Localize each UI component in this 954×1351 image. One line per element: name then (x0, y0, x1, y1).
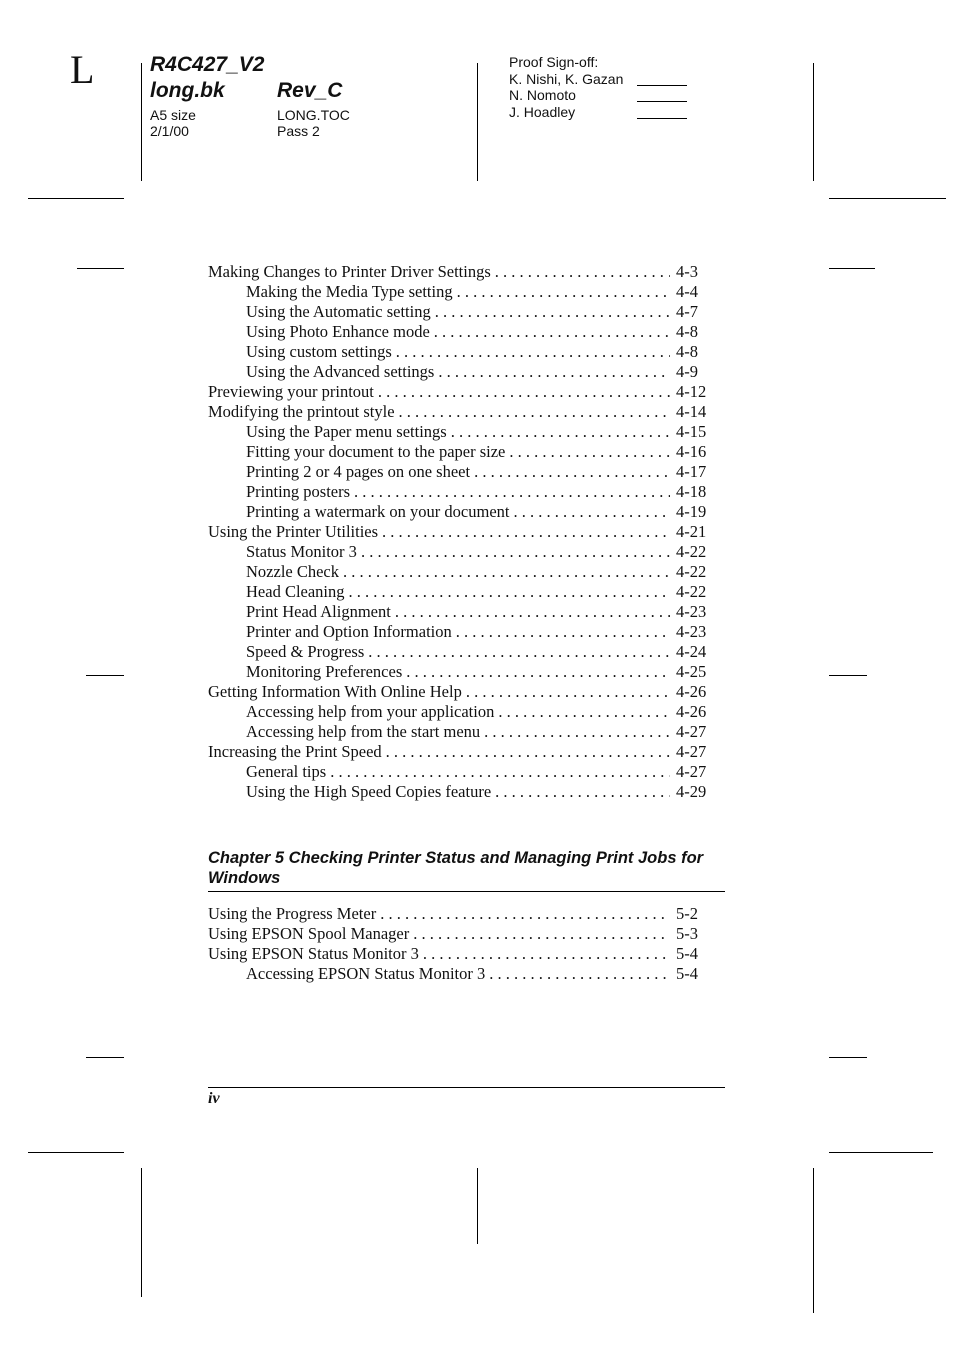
crop-mark (829, 1057, 867, 1058)
toc-entry-page: 4-9 (676, 362, 698, 381)
toc-entry-title: Head Cleaning (246, 582, 345, 601)
toc-entry (208, 904, 708, 924)
toc-leader-dots (438, 362, 670, 382)
toc-entry-title: Modifying the printout style (208, 402, 395, 421)
toc-entry-page: 4-19 (676, 502, 707, 521)
toc-entry (208, 642, 708, 662)
toc-entry-title: Accessing help from the start menu (246, 722, 481, 741)
toc-entry-title: Using the High Speed Copies feature (246, 782, 492, 801)
toc-entry-title: Fitting your document to the paper size (246, 442, 506, 461)
toc-entry (208, 522, 708, 542)
toc-entry-page: 4-22 (676, 542, 707, 561)
toc-entry-page: 4-3 (676, 262, 698, 281)
toc-entry-title: Using Photo Enhance mode (246, 322, 430, 341)
crop-mark (86, 1057, 124, 1058)
toc-leader-dots (368, 642, 670, 662)
toc-entry (208, 402, 708, 422)
toc-entry-title: Accessing EPSON Status Monitor 3 (246, 964, 486, 983)
signoff-line (637, 118, 687, 119)
toc-leader-dots (349, 582, 670, 602)
toc-entry (208, 662, 708, 682)
toc-entry-page: 4-29 (676, 782, 707, 801)
crop-mark (829, 198, 946, 199)
toc-leader-dots (399, 402, 670, 422)
toc-entry-title: Status Monitor 3 (246, 542, 357, 561)
chapter-heading: Chapter 5 Checking Printer Status and Managing Print Jobs for Windows (208, 849, 704, 887)
toc-section (208, 262, 708, 802)
crop-mark (477, 1168, 478, 1244)
toc-entry (208, 602, 708, 622)
toc-leader-dots (395, 602, 670, 622)
date: 2/1/00 (150, 123, 189, 139)
toc-entry (208, 482, 708, 502)
toc-entry (208, 742, 708, 762)
toc-entry-page: 5-4 (676, 964, 698, 983)
toc-entry-page: 4-26 (676, 682, 707, 701)
toc-entry-page: 4-21 (676, 522, 707, 541)
toc-entry-page: 4-4 (676, 282, 698, 301)
toc-leader-dots (498, 702, 670, 722)
toc-entry-title: General tips (246, 762, 327, 781)
toc-entry-page: 4-23 (676, 602, 707, 621)
toc-entry-title: Nozzle Check (246, 562, 339, 581)
toc-entry-page: 4-22 (676, 582, 707, 601)
toc-entry-title: Getting Information With Online Help (208, 682, 462, 701)
toc-entry-title: Using the Progress Meter (208, 904, 377, 923)
crop-mark (813, 63, 814, 181)
toc-entry-title: Printing posters (246, 482, 351, 501)
toc-entry-page: 5-4 (676, 944, 698, 963)
toc-leader-dots (489, 964, 670, 984)
toc-leader-dots (457, 282, 670, 302)
toc-entry-title: Printing a watermark on your document (246, 502, 510, 521)
toc-entry-page: 4-18 (676, 482, 707, 501)
toc-leader-dots (378, 382, 670, 402)
toc-entry-title: Accessing help from your application (246, 702, 495, 721)
toc-entry-title: Using custom settings (246, 342, 392, 361)
toc-entry (208, 782, 708, 802)
page-number: iv (208, 1090, 220, 1107)
toc-leader-dots (413, 924, 670, 944)
toc-entry-title: Using the Paper menu settings (246, 422, 447, 441)
crop-mark (829, 1152, 933, 1153)
toc-leader-dots (466, 682, 670, 702)
toc-entry-title: Using EPSON Status Monitor 3 (208, 944, 419, 963)
toc-leader-dots (509, 442, 670, 462)
crop-mark (477, 63, 478, 181)
toc-entry (208, 622, 708, 642)
crop-mark (28, 1152, 124, 1153)
toc-entry-title: Using the Advanced settings (246, 362, 435, 381)
toc-entry-page: 4-8 (676, 342, 698, 361)
doc-id: R4C427_V2 (150, 53, 265, 76)
toc-entry-title: Increasing the Print Speed (208, 742, 382, 761)
toc-entry (208, 964, 708, 984)
toc-entry-title: Using the Printer Utilities (208, 522, 379, 541)
toc-entry-title: Printing 2 or 4 pages on one sheet (246, 462, 471, 481)
toc-leader-dots (354, 482, 670, 502)
crop-mark (28, 198, 124, 199)
toc-entry (208, 722, 708, 742)
toc-leader-dots (435, 302, 670, 322)
toc-entry-page: 4-7 (676, 302, 698, 321)
toc-entry (208, 322, 708, 342)
crop-mark (829, 268, 875, 269)
toc-entry (208, 462, 708, 482)
toc-entry (208, 682, 708, 702)
footer-rule (208, 1087, 725, 1088)
toc-entry-page: 4-27 (676, 742, 707, 761)
signoff-line (637, 101, 687, 102)
toc-entry (208, 282, 708, 302)
toc-entry (208, 502, 708, 522)
toc-leader-dots (343, 562, 670, 582)
toc-entry-page: 4-16 (676, 442, 707, 461)
toc-entry (208, 562, 708, 582)
toc-entry-title: Print Head Alignment (246, 602, 391, 621)
toc-leader-dots (495, 262, 670, 282)
toc-leader-dots (330, 762, 670, 782)
toc-entry-title: Using the Automatic setting (246, 302, 431, 321)
book-name: long.bk (150, 79, 225, 102)
toc-entry (208, 302, 708, 322)
pass: Pass 2 (277, 123, 320, 139)
toc-leader-dots (380, 904, 670, 924)
crop-mark (141, 1168, 142, 1297)
toc-leader-dots (434, 322, 670, 342)
toc-entry-page: 4-15 (676, 422, 707, 441)
corner-letter: L (70, 47, 95, 92)
crop-mark (86, 675, 124, 676)
toc-entry-title: Making the Media Type setting (246, 282, 453, 301)
toc-entry-title: Making Changes to Printer Driver Settings (208, 262, 491, 281)
signoff-name: N. Nomoto (509, 87, 576, 103)
revision: Rev_C (277, 79, 343, 102)
toc-entry-title: Using EPSON Spool Manager (208, 924, 410, 943)
toc-entry-page: 4-27 (676, 722, 707, 741)
toc-entry-page: 5-3 (676, 924, 698, 943)
toc-entry-page: 4-12 (676, 382, 707, 401)
toc-leader-dots (474, 462, 670, 482)
toc-entry (208, 342, 708, 362)
toc-entry-page: 4-24 (676, 642, 707, 661)
toc-entry (208, 924, 708, 944)
toc-leader-dots (513, 502, 670, 522)
toc-entry-page: 4-14 (676, 402, 707, 421)
toc-leader-dots (396, 342, 670, 362)
crop-mark (141, 63, 142, 181)
toc-entry-page: 4-26 (676, 702, 707, 721)
crop-mark (77, 268, 124, 269)
toc-leader-dots (456, 622, 670, 642)
toc-entry (208, 442, 708, 462)
toc-entry-title: Printer and Option Information (246, 622, 452, 641)
signoff-name: J. Hoadley (509, 104, 576, 120)
toc-entry (208, 702, 708, 722)
chapter-rule (208, 891, 725, 892)
page-size: A5 size (150, 107, 196, 123)
toc-leader-dots (361, 542, 670, 562)
toc-entry-page: 4-22 (676, 562, 707, 581)
toc-entry-page: 4-8 (676, 322, 698, 341)
toc-leader-dots (406, 662, 670, 682)
toc-entry (208, 762, 708, 782)
toc-entry (208, 362, 708, 382)
toc-entry-title: Speed & Progress (246, 642, 365, 661)
toc-entry (208, 542, 708, 562)
signoff-name: K. Nishi, K. Gazan (509, 71, 624, 87)
toc-entry (208, 382, 708, 402)
crop-mark (829, 675, 867, 676)
toc-leader-dots (423, 944, 670, 964)
toc-leader-dots (451, 422, 670, 442)
file-name: LONG.TOC (277, 107, 350, 123)
toc-entry (208, 582, 708, 602)
toc-section (208, 904, 708, 984)
toc-leader-dots (382, 522, 670, 542)
toc-entry (208, 422, 708, 442)
toc-entry-page: 5-2 (676, 904, 698, 923)
toc-entry (208, 262, 708, 282)
toc-leader-dots (495, 782, 670, 802)
toc-entry-page: 4-17 (676, 462, 707, 481)
signoff-line (637, 85, 687, 86)
toc-entry-page: 4-27 (676, 762, 707, 781)
toc-leader-dots (484, 722, 670, 742)
toc-entry-title: Previewing your printout (208, 382, 374, 401)
toc-leader-dots (386, 742, 670, 762)
crop-mark (813, 1168, 814, 1313)
proof-title: Proof Sign-off: (509, 54, 599, 70)
toc-entry-page: 4-25 (676, 662, 707, 681)
toc-entry (208, 944, 708, 964)
toc-entry-page: 4-23 (676, 622, 707, 641)
toc-entry-title: Monitoring Preferences (246, 662, 403, 681)
